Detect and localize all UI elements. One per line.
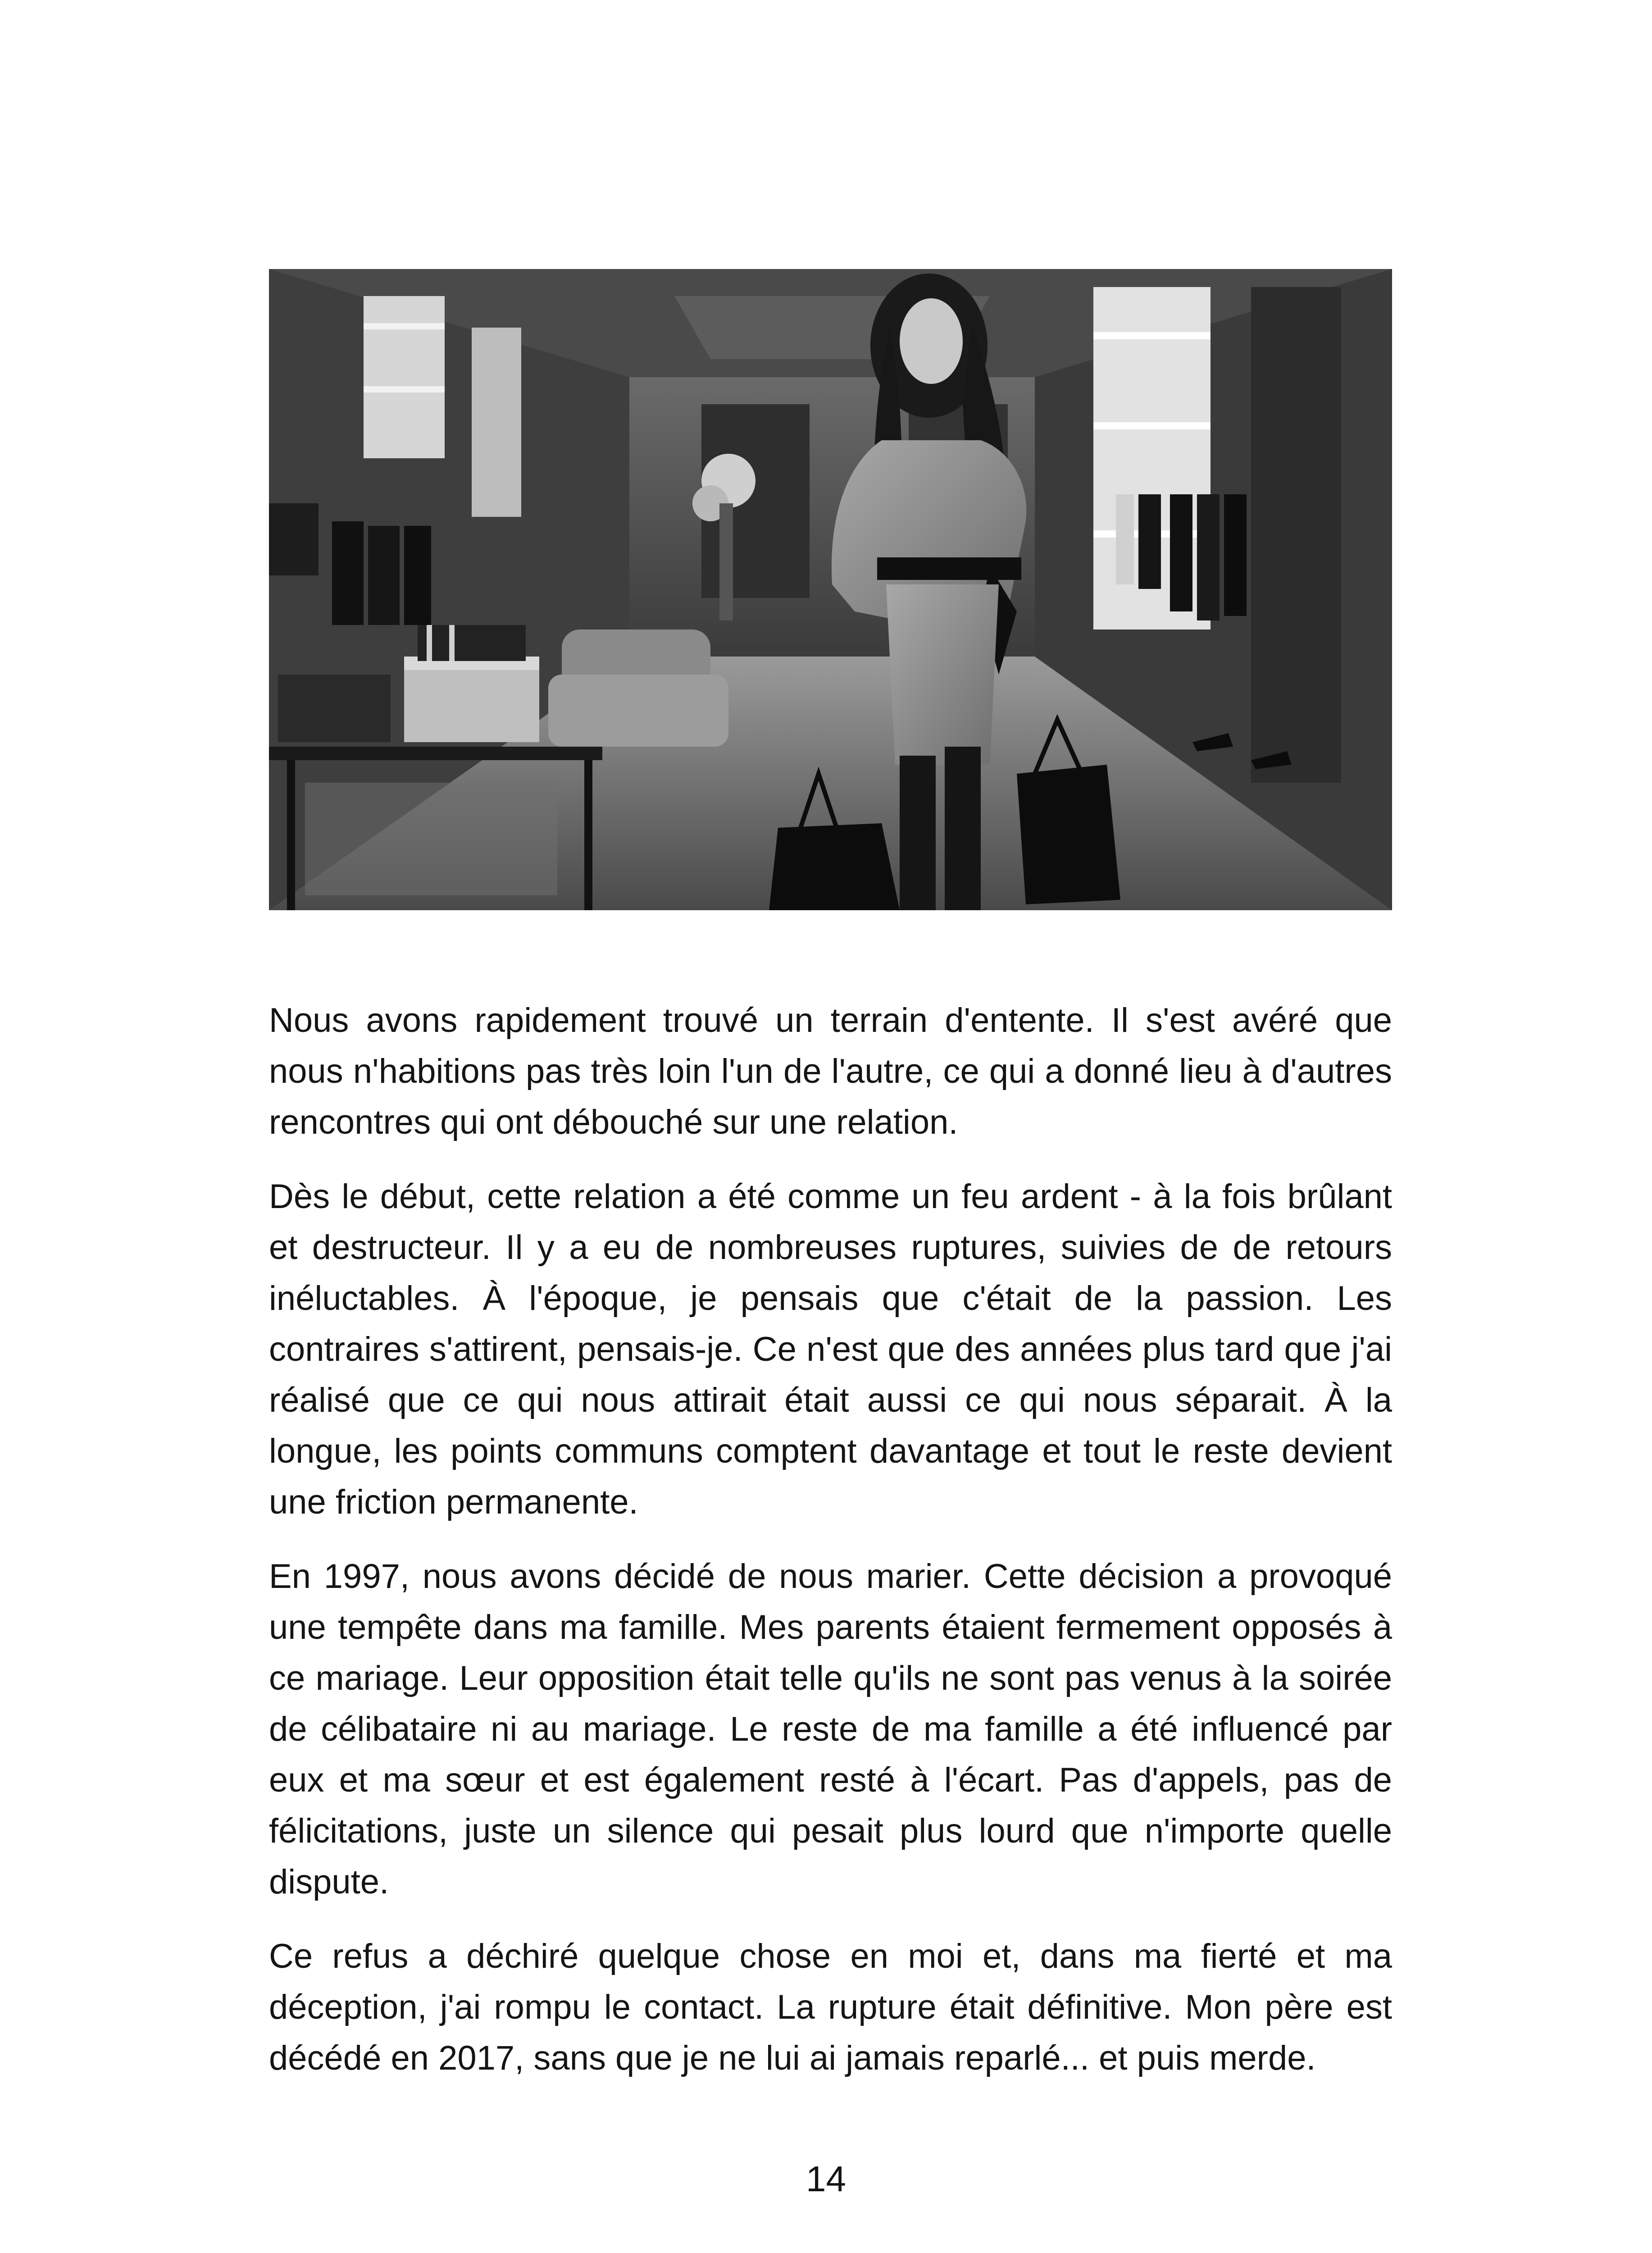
boutique-scene-image bbox=[269, 269, 1392, 910]
paragraph-4: Ce refus a déchiré quelque chose en moi et, dans ma fierté et ma déception, j'ai rompu le contact. La rupture était définitive. Mon père est décédé en 2017, sans que je ne lui ai jamais reparlé... et puis merde. bbox=[269, 1937, 1392, 2077]
page-number: 14 bbox=[806, 2159, 846, 2199]
body-text bbox=[269, 995, 1392, 2107]
illustration-boutique-photo bbox=[269, 269, 1392, 910]
paragraph-2: Dès le début, cette relation a été comme un feu ardent - à la fois brûlant et destructeur. Il y a eu de nombreuses ruptures, suivies de de retours inéluctables. À l'époque, je pensais que c'était de la passion. Les contraires s'attirent, pensais-je. Ce n'est que des années plus tard que j'ai réalisé que ce qui nous attirait était aussi ce qui nous séparait. À la longue, les points communs comptent davantage et tout le reste devient une friction permanente. bbox=[269, 1177, 1392, 1521]
paragraph-1: Nous avons rapidement trouvé un terrain d'entente. Il s'est avéré que nous n'habitions pas très loin l'un de l'autre, ce qui a donné lieu à d'autres rencontres qui ont débouché sur une relation. bbox=[269, 1001, 1392, 1141]
paragraph-3: En 1997, nous avons décidé de nous marier. Cette décision a provoqué une tempête dans ma famille. Mes parents étaient fermement opposés à ce mariage. Leur opposition était telle qu'ils ne sont pas venus à la soirée de célibataire ni au mariage. Le reste de ma famille a été influencé par eux et ma sœur et est également resté à l'écart. Pas d'appels, pas de félicitations, juste un silence qui pesait plus lourd que n'importe quelle dispute. bbox=[269, 1557, 1392, 1901]
